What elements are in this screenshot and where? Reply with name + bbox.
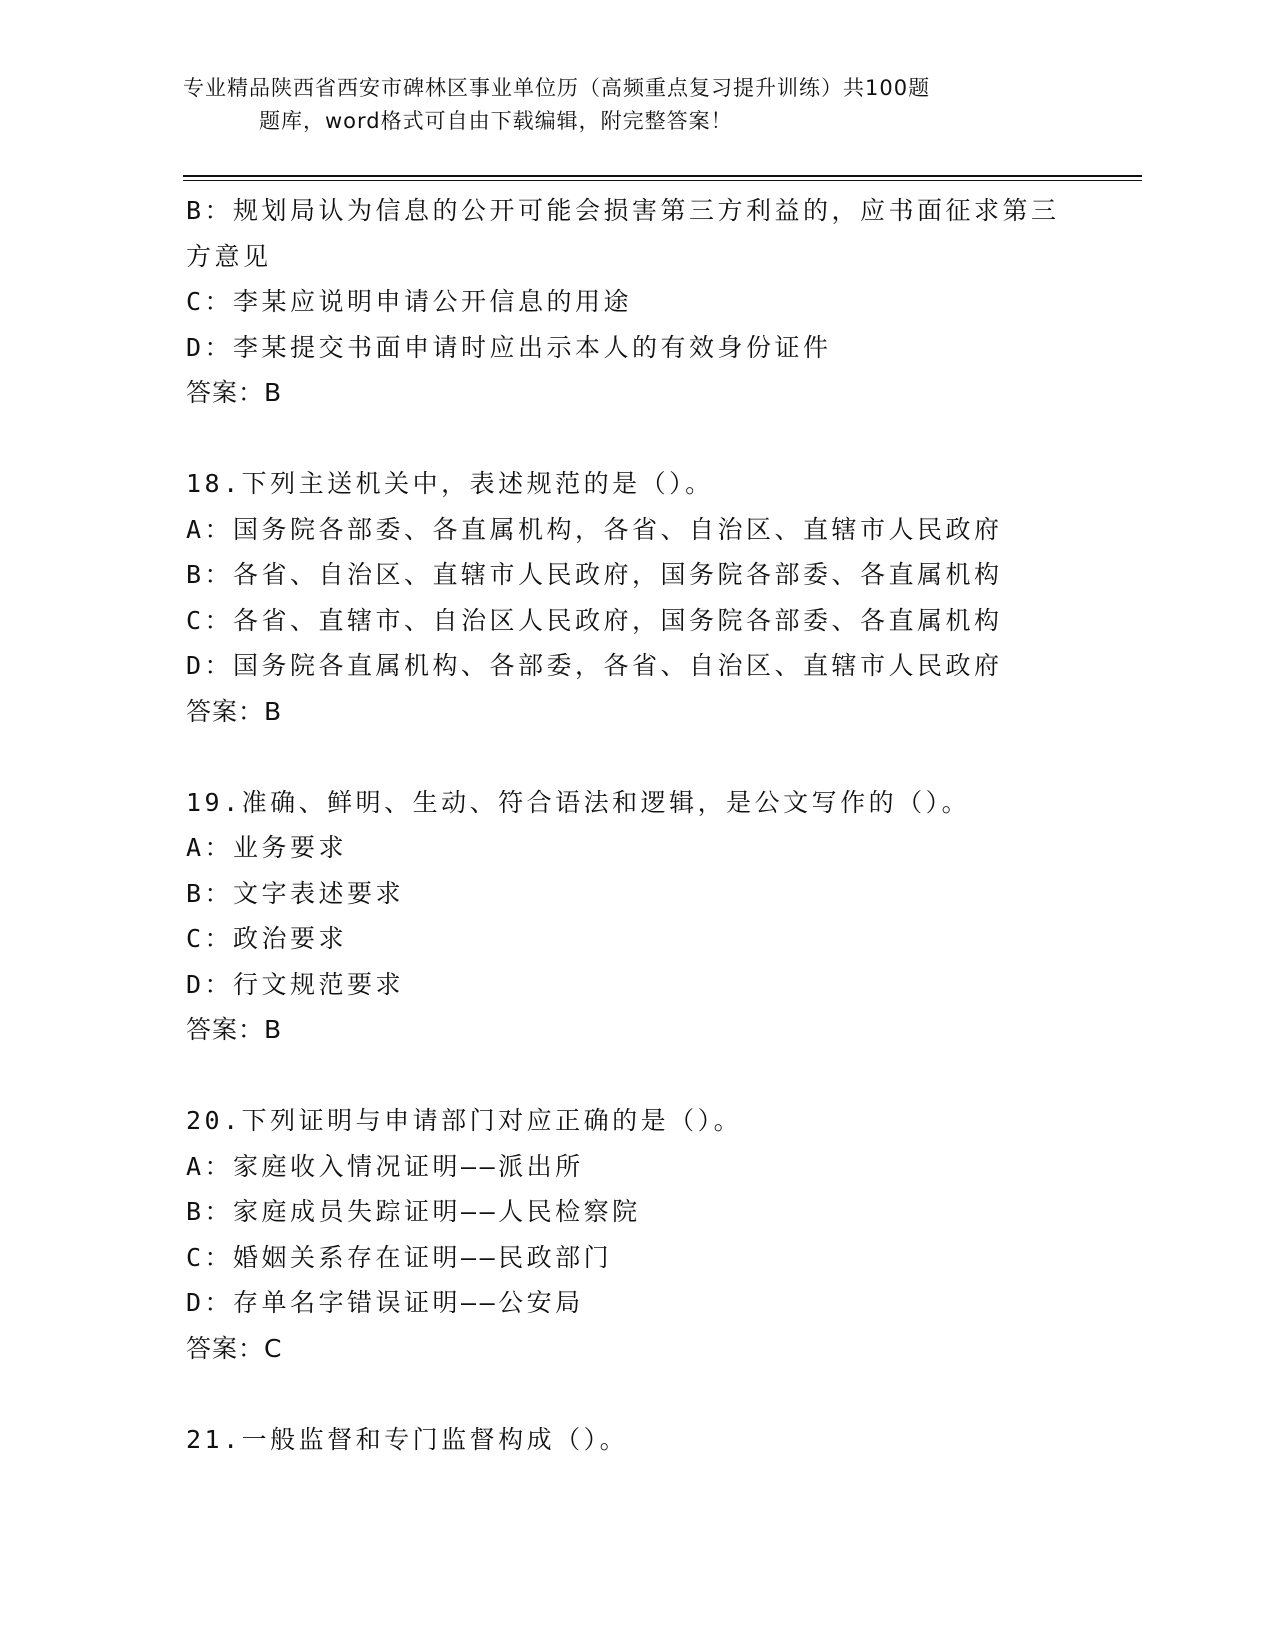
q19-option-b: B：文字表述要求	[186, 878, 405, 908]
spacer	[186, 734, 1086, 780]
header-title-line-2: 题库，word格式可自由下载编辑，附完整答案！	[259, 109, 733, 133]
question-18	[186, 461, 1086, 734]
q17-option-c: C：李某应说明申请公开信息的用途	[186, 287, 633, 316]
q21-question: 21.一般监督和专门监督构成（）。	[186, 1424, 629, 1454]
header-title-line-1: 专业精品陕西省西安市碑林区事业单位历（高频重点复习提升训练）共100题	[183, 76, 931, 100]
q18-option-c: C：各省、直辖市、自治区人民政府，国务院各部委、各直属机构	[186, 605, 1003, 635]
header-divider-thick	[183, 175, 1142, 177]
q19-option-a: A：业务要求	[186, 833, 348, 862]
document-header	[183, 72, 1063, 138]
spacer	[186, 1371, 1086, 1417]
question-20	[186, 1098, 1086, 1371]
q20-question: 20.下列证明与申请部门对应正确的是（）。	[186, 1106, 743, 1135]
q17-answer: 答案：B	[186, 378, 283, 407]
question-list	[186, 188, 1086, 1462]
spacer	[186, 416, 1086, 462]
q20-option-c: C：婚姻关系存在证明——民政部门	[186, 1242, 613, 1272]
q20-answer: 答案：C	[186, 1333, 283, 1363]
q20-option-d: D：存单名字错误证明——公安局	[186, 1288, 584, 1317]
question-21	[186, 1417, 1086, 1463]
q20-option-a: A：家庭收入情况证明——派出所	[186, 1151, 584, 1181]
q19-answer: 答案：B	[186, 1015, 283, 1044]
header-divider-thin	[183, 180, 1142, 181]
q20-option-b: B：家庭成员失踪证明——人民检察院	[186, 1197, 641, 1226]
q18-answer: 答案：B	[186, 696, 283, 726]
q18-option-d: D：国务院各直属机构、各部委，各省、自治区、直辖市人民政府	[186, 651, 1003, 680]
q17-option-b-line-1: B：规划局认为信息的公开可能会损害第三方利益的，应书面征求第三	[186, 196, 1060, 225]
q18-question: 18.下列主送机关中，表述规范的是（）。	[186, 469, 714, 498]
q19-question: 19.准确、鲜明、生动、符合语法和逻辑，是公文写作的（）。	[186, 787, 971, 817]
spacer	[186, 1053, 1086, 1099]
question-19	[186, 780, 1086, 1053]
q17-option-d: D：李某提交书面申请时应出示本人的有效身份证件	[186, 332, 832, 362]
question-17	[186, 188, 1086, 416]
q19-option-c: C：政治要求	[186, 924, 348, 953]
q18-option-b: B：各省、自治区、直辖市人民政府，国务院各部委、各直属机构	[186, 560, 1003, 589]
q19-option-d: D：行文规范要求	[186, 969, 405, 999]
q18-option-a: A：国务院各部委、各直属机构，各省、自治区、直辖市人民政府	[186, 514, 1003, 544]
q17-option-b-line-2: 方意见	[186, 241, 272, 271]
